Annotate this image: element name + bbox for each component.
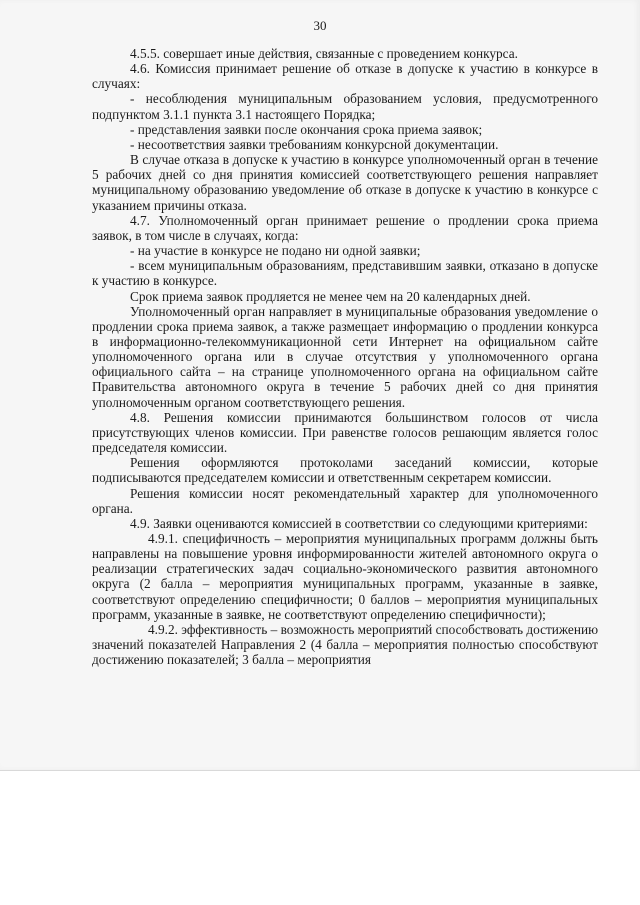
paragraph: В случае отказа в допуске к участию в конкурсе уполномоченный орган в течение 5 рабочих дней со дня принятия комиссией соответствующего решения направляет муниципальному образованию уведомление об отказе в допуске к участию в конкурсе с указанием причины отказа. bbox=[92, 152, 598, 213]
document-body bbox=[92, 46, 598, 667]
paragraph: - представления заявки после окончания срока приема заявок; bbox=[130, 121, 483, 137]
paragraph: Срок приема заявок продляется не менее чем на 20 календарных дней. bbox=[130, 288, 531, 304]
paragraph: - на участие в конкурсе не подано ни одной заявки; bbox=[130, 243, 421, 259]
paragraph: Уполномоченный орган направляет в муниципальные образования уведомление о продлении срока приема заявок, а также размещает информацию о продлении конкурса в информационно-телекоммуникационной сети Интернет на официальном сайте уполномоченного органа или в случае отсутствия у уполномоченного органа официального сайта – на странице уполномоченного органа на официальном сайте Правительства автономного округа в течение 5 рабочих дней со дня принятия уполномоченным органом соответствующего решения. bbox=[92, 303, 598, 410]
paragraph: - несоответствия заявки требованиям конкурсной документации. bbox=[130, 136, 499, 152]
paragraph: 4.7. Уполномоченный орган принимает решение о продлении срока приема заявок, в том числе в случаях, когда: bbox=[92, 212, 598, 243]
paragraph: 4.9.2. эффективность – возможность мероприятий способствовать достижению значений показателей Направления 2 (4 балла – мероприятия полностью способствуют достижению показателей; 3 балла – мероприятия bbox=[92, 621, 598, 668]
paragraph: Решения оформляются протоколами заседаний комиссии, которые подписываются председателем комиссии и ответственным секретарем комиссии. bbox=[92, 455, 598, 486]
paragraph: 4.6. Комиссия принимает решение об отказе в допуске к участию в конкурсе в случаях: bbox=[92, 61, 598, 92]
paragraph: - всем муниципальным образованиям, представившим заявки, отказано в допуске к участию в конкурсе. bbox=[92, 258, 598, 289]
paragraph: 4.9.1. специфичность – мероприятия муниципальных программ должны быть направлены на повышение уровня информированности жителей автономного округа о реализации стратегических задач социально-экономического развития автономного округа (2 балла – мероприятия муниципальных программ, указанные в заявке, соответствуют определению специфичности; 0 баллов – мероприятия муниципальных программ, указанные в заявке, не соответствуют определению специфичности); bbox=[92, 531, 598, 622]
paragraph: - несоблюдения муниципальным образованием условия, предусмотренного подпунктом 3.1.1 пункта 3.1 настоящего Порядка; bbox=[92, 91, 598, 122]
paragraph: Решения комиссии носят рекомендательный характер для уполномоченного органа. bbox=[92, 485, 598, 516]
paragraph: 4.8. Решения комиссии принимаются большинством голосов от числа присутствующих членов комиссии. При равенстве голосов решающим является голос председателя комиссии. bbox=[92, 409, 598, 456]
paragraph: 4.9. Заявки оцениваются комиссией в соответствии со следующими критериями: bbox=[130, 515, 588, 531]
page-number: 30 bbox=[313, 18, 327, 33]
paragraph: 4.5.5. совершает иные действия, связанные с проведением конкурса. bbox=[130, 46, 518, 61]
